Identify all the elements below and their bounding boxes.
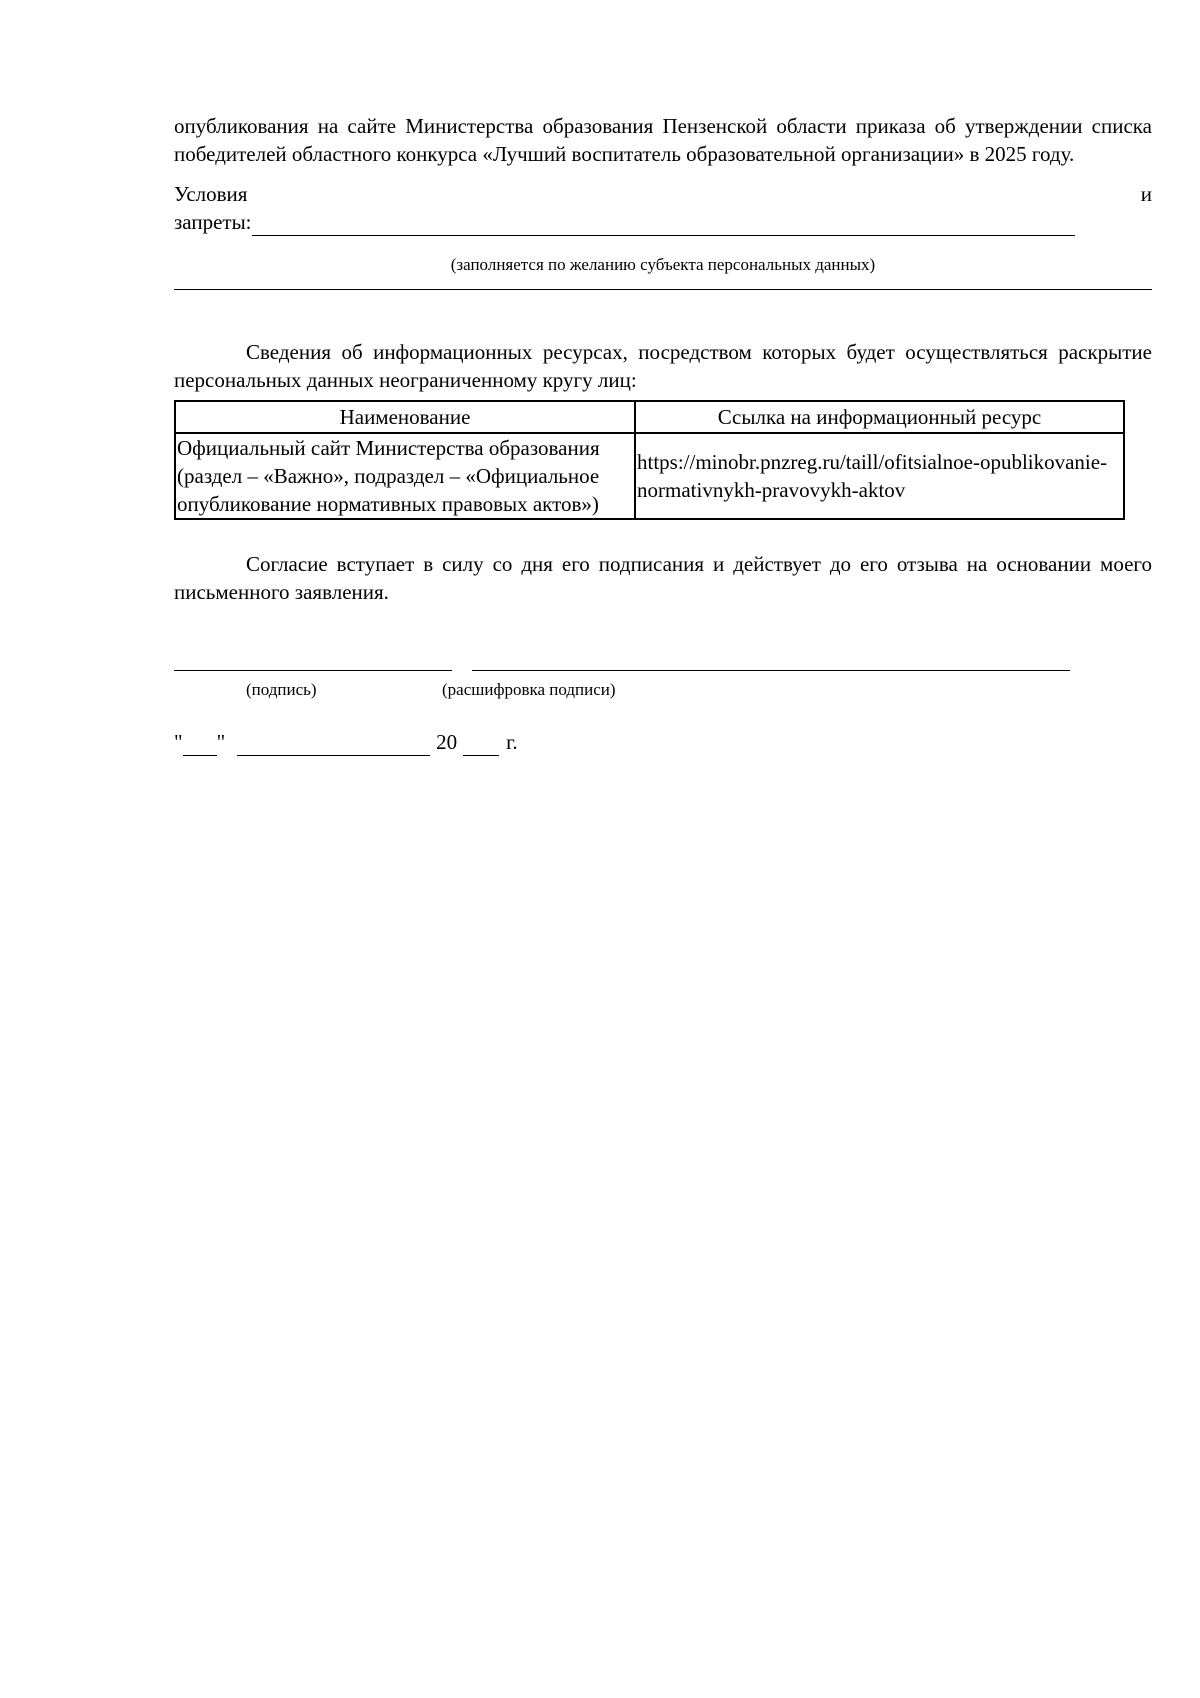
conditions-conjunction: и xyxy=(1140,182,1152,206)
date-month-field[interactable] xyxy=(237,735,430,756)
table-header-name: Наименование xyxy=(175,401,635,433)
date-row xyxy=(174,728,1152,756)
conditions-fill-line[interactable] xyxy=(252,213,1075,236)
conditions-extra-line[interactable] xyxy=(174,289,1152,290)
date-quote-close: " xyxy=(216,730,226,754)
info-resources-table xyxy=(174,400,1125,520)
table-header-row xyxy=(175,401,1124,433)
date-quote-open: " xyxy=(174,730,183,754)
date-day-field[interactable] xyxy=(183,735,217,756)
table-cell-link[interactable]: https://minobr.pnzreg.ru/taill/ofitsialnoe-opublikovanie-normativnykh-pravovykh-aktov xyxy=(635,433,1124,519)
date-year-field[interactable] xyxy=(463,735,499,756)
signature-hint: (подпись) xyxy=(246,680,317,699)
table-cell-name: Официальный сайт Министерства образования (раздел – «Важно», подраздел – «Официальное опубликование нормативных правовых актов») xyxy=(175,433,635,519)
intro-paragraph: опубликования на сайте Министерства образования Пензенской области приказа об утверждении списка победителей областного конкурса «Лучший воспитатель образовательной организации» в 2025 году. xyxy=(174,114,1152,166)
document-content xyxy=(174,112,1152,756)
conditions-hint: (заполняется по желанию субъекта персональных данных) xyxy=(450,255,876,274)
table-header-link: Ссылка на информационный ресурс xyxy=(635,401,1124,433)
signature-row xyxy=(174,648,1152,708)
date-year-prefix: 20 xyxy=(436,730,458,754)
consent-paragraph: Согласие вступает в силу со дня его подписания и действует до его отзыва на основании моего письменного заявления. xyxy=(174,552,1152,604)
signature-decoding-hint: (расшифровка подписи) xyxy=(442,680,616,699)
conditions-fill-row xyxy=(174,208,1152,236)
signature-line[interactable] xyxy=(174,648,452,671)
restrictions-label: запреты: xyxy=(174,210,252,234)
signature-decoding-line[interactable] xyxy=(472,648,1070,671)
info-resources-paragraph: Сведения об информационных ресурсах, посредством которых будет осуществляться раскрытие персональных данных неограниченному кругу лиц: xyxy=(174,340,1152,392)
conditions-label: Условия xyxy=(174,182,248,206)
date-year-suffix: г. xyxy=(506,730,518,754)
table-row xyxy=(175,433,1124,519)
conditions-label-row xyxy=(174,180,1152,208)
